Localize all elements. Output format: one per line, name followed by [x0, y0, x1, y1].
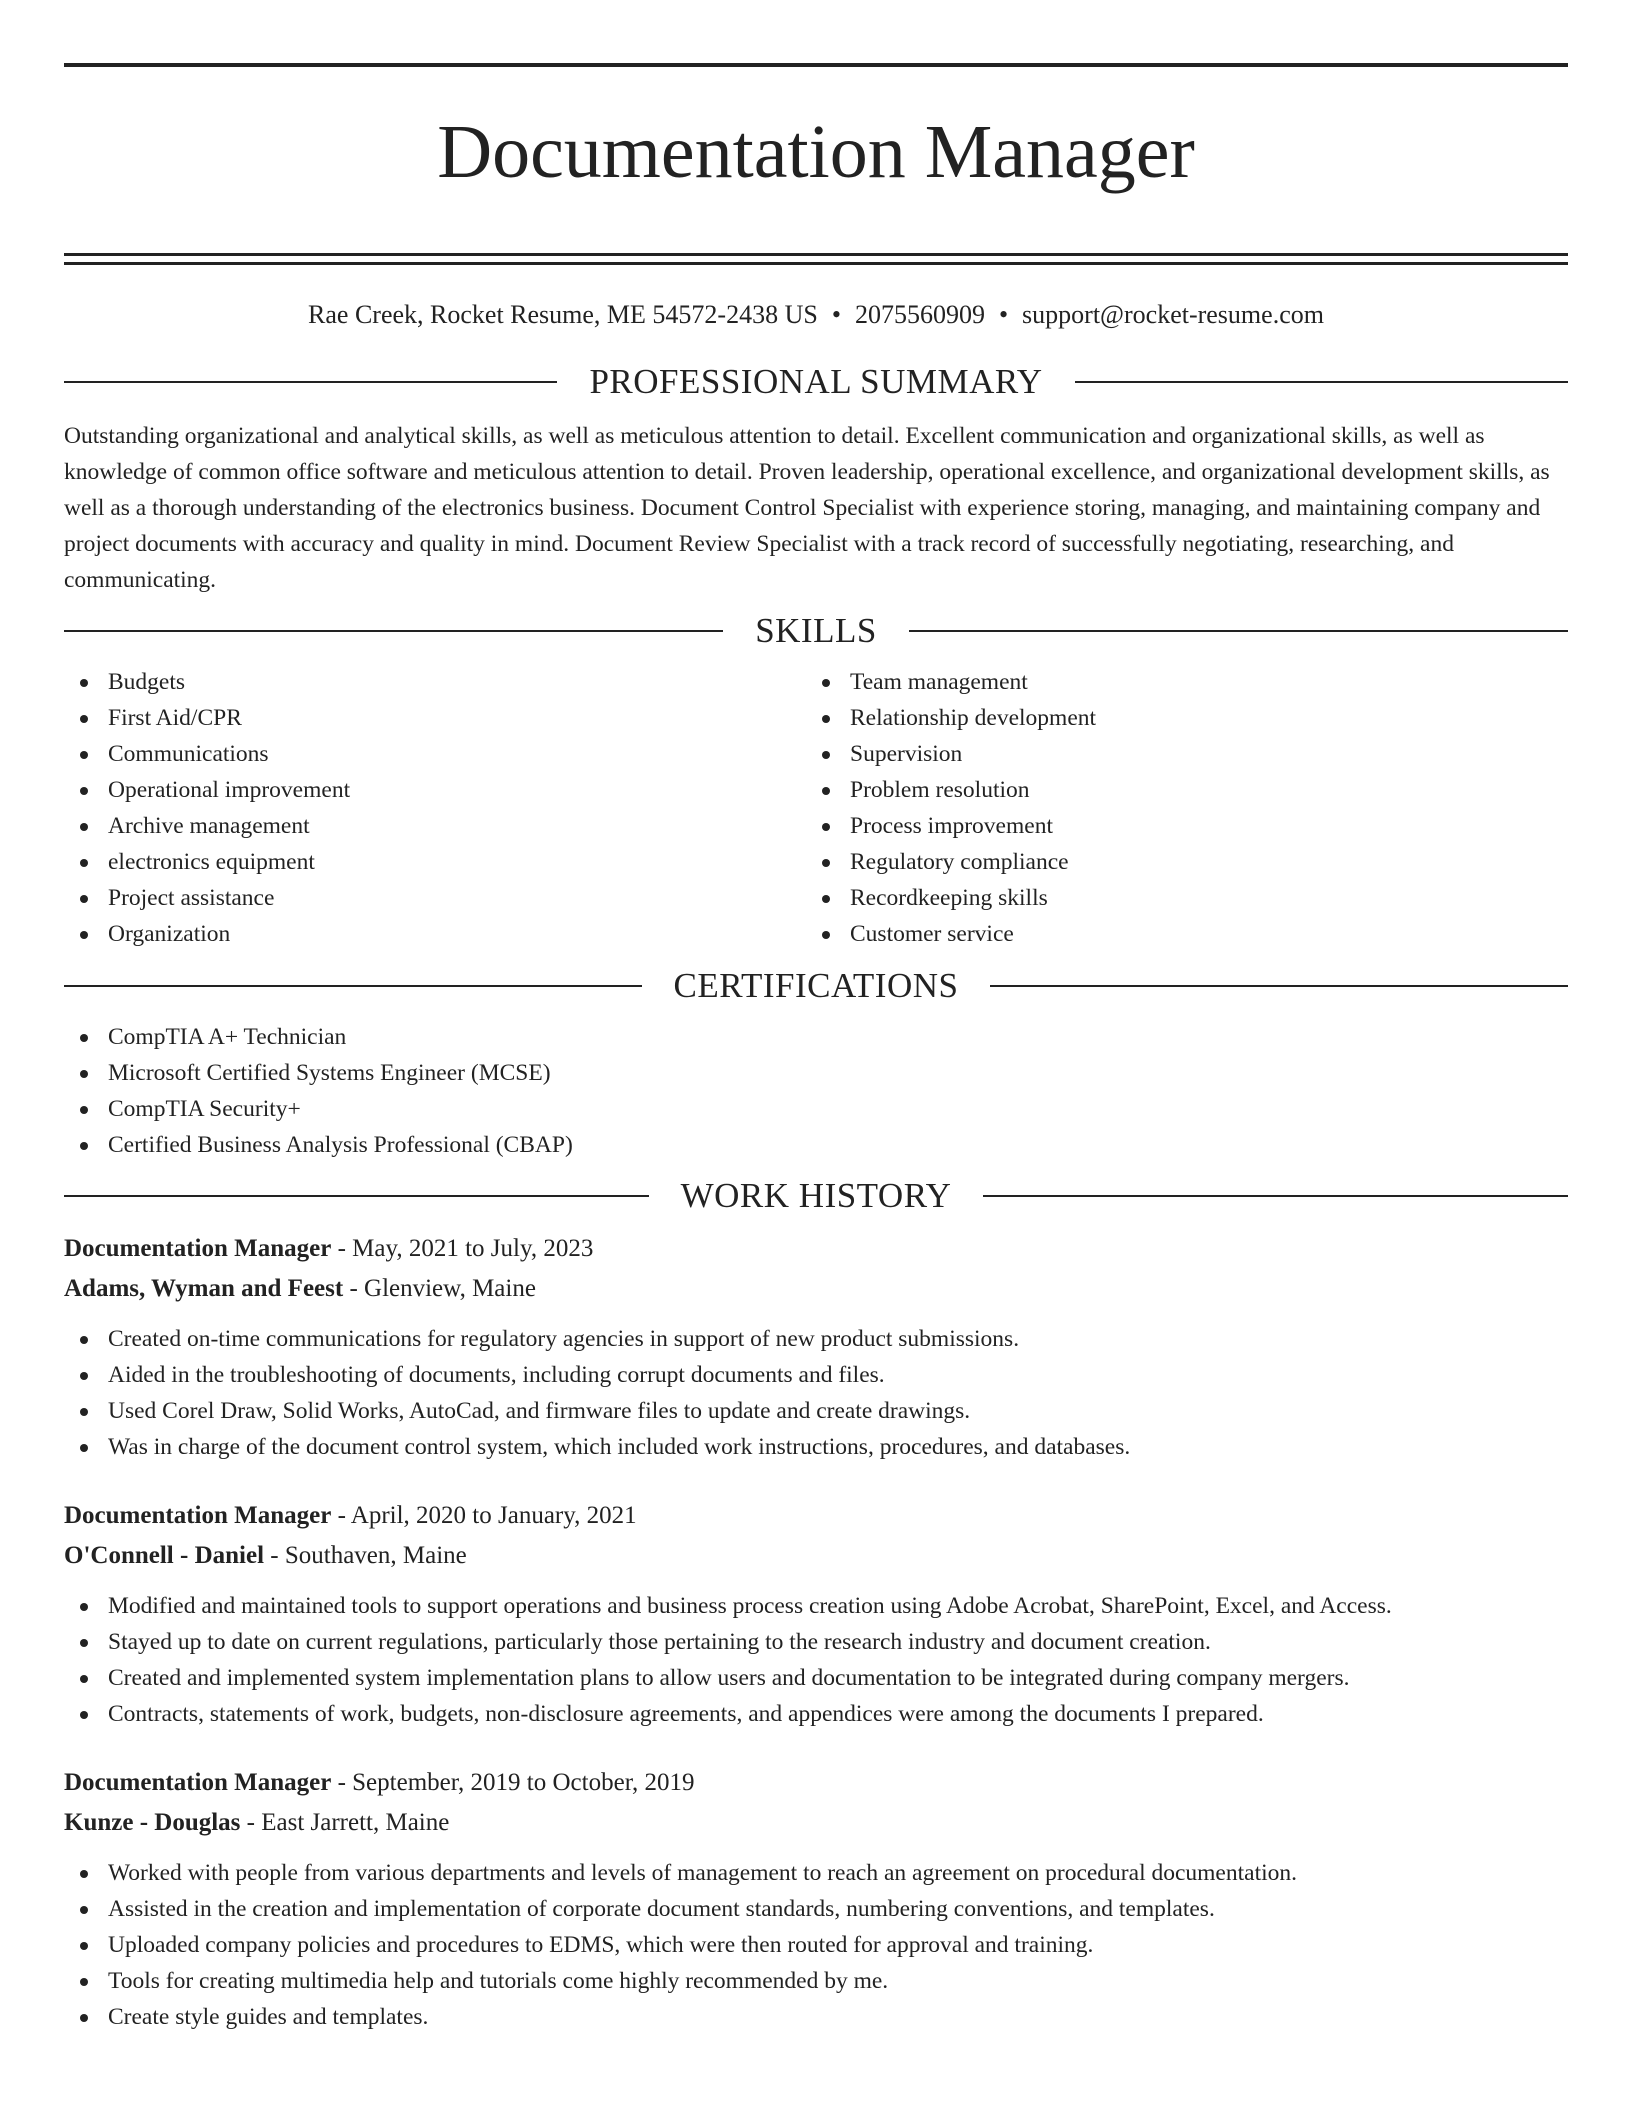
section-title: PROFESSIONAL SUMMARY — [589, 361, 1043, 401]
job-dates: - September, 2019 to October, 2019 — [331, 1768, 695, 1796]
job-title: Documentation Manager — [64, 1501, 332, 1529]
resume-title: Documentation Manager — [437, 110, 1195, 194]
job-location: - Southaven, Maine — [264, 1541, 467, 1569]
job-bullet: Aided in the troubleshooting of documents, including corrupt documents and files. — [64, 1357, 1568, 1393]
job-bullet: Contracts, statements of work, budgets, non-disclosure agreements, and appendices were among the documents I prepared. — [64, 1696, 1568, 1732]
job-bullet: Uploaded company policies and procedures to EDMS, which were then routed for approval and training. — [64, 1927, 1568, 1963]
section-header-certifications — [64, 965, 1568, 1007]
header-top-rule — [64, 63, 1568, 67]
job-company-line — [64, 1536, 1568, 1576]
job-bullet: Modified and maintained tools to support operations and business process creation using Adobe Acrobat, SharePoint, Excel, and Access. — [64, 1588, 1568, 1624]
job-bullet: Was in charge of the document control system, which included work instructions, procedures, and databases. — [64, 1429, 1568, 1465]
contact-line — [64, 298, 1568, 332]
skill-item: Relationship development — [806, 700, 1548, 736]
section-rule — [64, 630, 723, 632]
job-company-line — [64, 1269, 1568, 1309]
section-title: WORK HISTORY — [680, 1175, 952, 1215]
skill-item: Project assistance — [64, 880, 806, 916]
job-bullet: Create style guides and templates. — [64, 1999, 1568, 2035]
job-location: - Glenview, Maine — [343, 1274, 536, 1302]
job-dates: - April, 2020 to January, 2021 — [331, 1501, 637, 1529]
section-rule — [990, 985, 1568, 987]
job-company-line — [64, 1803, 1568, 1843]
skill-item: Operational improvement — [64, 772, 806, 808]
job-bullet: Tools for creating multimedia help and tutorials come highly recommended by me. — [64, 1963, 1568, 1999]
job-bullet: Created and implemented system implementation plans to allow users and documentation to be integrated during company mergers. — [64, 1660, 1568, 1696]
job-title-line — [64, 1229, 1568, 1269]
skill-item: Regulatory compliance — [806, 844, 1548, 880]
certifications-list — [64, 1019, 1568, 1163]
contact-address: Rae Creek, Rocket Resume, ME 54572-2438 US — [308, 299, 818, 329]
job-bullet: Assisted in the creation and implementation of corporate document standards, numbering conventions, and templates. — [64, 1891, 1568, 1927]
job-bullet: Stayed up to date on current regulations, particularly those pertaining to the research industry and document creation. — [64, 1624, 1568, 1660]
contact-email: support@rocket-resume.com — [1022, 299, 1324, 329]
section-rule — [1075, 381, 1568, 383]
skill-item: Budgets — [64, 664, 806, 700]
section-rule — [64, 985, 642, 987]
job-company: Adams, Wyman and Feest — [64, 1274, 344, 1302]
job-location: - East Jarrett, Maine — [240, 1808, 450, 1836]
skill-item: Process improvement — [806, 808, 1548, 844]
job-bullet: Worked with people from various departments and levels of management to reach an agreement on procedural documentation. — [64, 1855, 1568, 1891]
job-dates: - May, 2021 to July, 2023 — [331, 1234, 594, 1262]
skill-item: Recordkeeping skills — [806, 880, 1548, 916]
job-title-line — [64, 1496, 1568, 1536]
section-rule — [64, 381, 557, 383]
skills-column-left — [64, 664, 806, 952]
summary-text: Outstanding organizational and analytical skills, as well as meticulous attention to detail. Excellent communication and organizational skills, as well as knowledge of common office software and meticulous attention to detail. Proven leadership, operational excellence, and organizational development skills, as well as a thorough understanding of the electronics business. Document Control Specialist with experience storing, managing, and maintaining company and project documents with accuracy and quality in mind. Document Review Specialist with a track record of successfully negotiating, researching, and communicating. — [64, 422, 1550, 593]
skill-item: Communications — [64, 736, 806, 772]
section-header-work-history — [64, 1175, 1568, 1217]
section-title: CERTIFICATIONS — [673, 965, 959, 1005]
skill-item: Archive management — [64, 808, 806, 844]
resume-page — [64, 0, 1568, 2035]
job-title-line — [64, 1763, 1568, 1803]
job-title: Documentation Manager — [64, 1768, 332, 1796]
skill-item: First Aid/CPR — [64, 700, 806, 736]
section-rule — [983, 1195, 1568, 1197]
skill-item: electronics equipment — [64, 844, 806, 880]
skill-item: Problem resolution — [806, 772, 1548, 808]
certification-item: Microsoft Certified Systems Engineer (MCSE) — [64, 1055, 1568, 1091]
section-rule — [64, 1195, 649, 1197]
section-rule — [909, 630, 1568, 632]
job-bullet: Created on-time communications for regulatory agencies in support of new product submissions. — [64, 1321, 1568, 1357]
skill-item: Customer service — [806, 916, 1548, 952]
job-title: Documentation Manager — [64, 1234, 332, 1262]
skill-item: Team management — [806, 664, 1548, 700]
contact-separator: • — [998, 299, 1009, 329]
skills-grid — [64, 664, 1568, 952]
job-entry — [64, 1496, 1568, 1732]
section-header-skills — [64, 610, 1568, 652]
skill-item: Supervision — [806, 736, 1548, 772]
section-header-summary — [64, 361, 1568, 403]
job-bullet: Used Corel Draw, Solid Works, AutoCad, and firmware files to update and create drawings. — [64, 1393, 1568, 1429]
job-bullets — [64, 1321, 1568, 1465]
skills-column-right — [806, 664, 1548, 952]
job-bullets — [64, 1855, 1568, 2035]
contact-phone: 2075560909 — [854, 299, 985, 329]
job-company: Kunze - Douglas — [64, 1808, 241, 1836]
skill-item: Organization — [64, 916, 806, 952]
job-entry — [64, 1229, 1568, 1465]
certification-item: CompTIA Security+ — [64, 1091, 1568, 1127]
certification-item: Certified Business Analysis Professional (CBAP) — [64, 1127, 1568, 1163]
header-double-rule — [64, 253, 1568, 265]
job-company: O'Connell - Daniel — [64, 1541, 265, 1569]
job-entry — [64, 1763, 1568, 2035]
certification-item: CompTIA A+ Technician — [64, 1019, 1568, 1055]
section-title: SKILLS — [755, 610, 877, 650]
contact-separator: • — [831, 299, 841, 329]
job-bullets — [64, 1588, 1568, 1732]
